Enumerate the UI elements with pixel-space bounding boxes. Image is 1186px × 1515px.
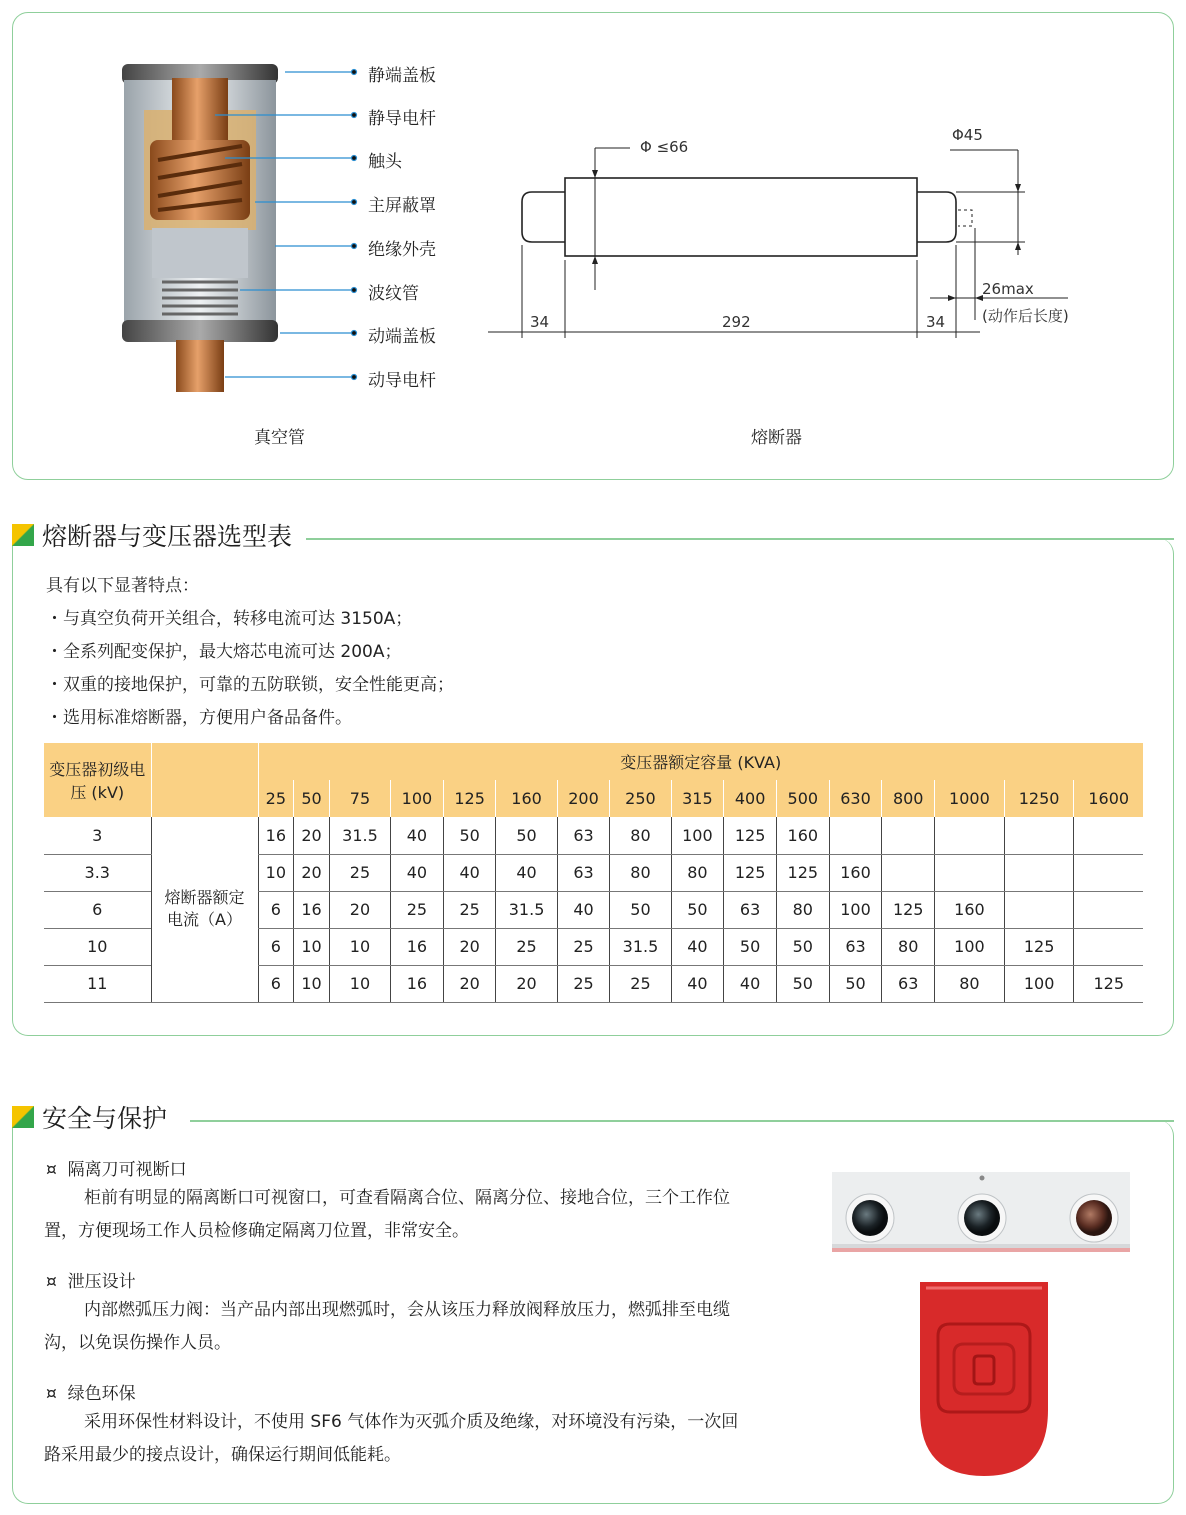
fuse-current-cell: 31.5 — [329, 817, 390, 854]
fuse-current-cell: 63 — [557, 854, 610, 891]
fuse-current-cell: 100 — [1004, 965, 1074, 1002]
capacity-cell: 250 — [610, 780, 671, 817]
fuse-current-cell: 25 — [557, 928, 610, 965]
safety-item-title: 绿色环保 — [67, 1384, 136, 1404]
safety-item-title: 泄压设计 — [67, 1272, 136, 1292]
capacity-cell: 500 — [776, 780, 829, 817]
fuse-current-cell: 20 — [329, 891, 390, 928]
fuse-transformer-selection-table — [44, 743, 1143, 1003]
fuse-current-cell — [882, 817, 935, 854]
selection-section-title: 熔断器与变压器选型表 — [42, 517, 306, 553]
bullet-icon: ¤ — [46, 1384, 57, 1404]
fuse-current-cell: 40 — [671, 965, 724, 1002]
pressure-relief-flap-photo — [918, 1280, 1050, 1480]
fuse-current-cell: 20 — [443, 965, 496, 1002]
voltage-cell: 10 — [44, 928, 151, 965]
fuse-current-cell — [1074, 817, 1143, 854]
bullet-icon: ¤ — [46, 1160, 57, 1180]
fuse-current-cell: 80 — [610, 817, 671, 854]
switchgear-viewing-window-photo — [832, 1172, 1130, 1262]
fuse-current-cell: 125 — [724, 817, 777, 854]
dim-cap-diameter: Φ45 — [952, 126, 983, 144]
feature-item: ・全系列配变保护，最大熔芯电流可达 200A； — [46, 642, 402, 662]
fuse-current-cell: 125 — [882, 891, 935, 928]
feature-item: ・选用标准熔断器，方便用户备品备件。 — [46, 708, 352, 728]
fuse-current-cell: 10 — [258, 854, 294, 891]
capacity-cell: 800 — [882, 780, 935, 817]
fuse-current-cell: 100 — [671, 817, 724, 854]
selection-section-header — [12, 518, 306, 552]
voltage-cell: 3 — [44, 817, 151, 854]
fuse-current-cell: 63 — [882, 965, 935, 1002]
fuse-current-cell: 20 — [294, 854, 330, 891]
fuse-current-cell: 20 — [443, 928, 496, 965]
fuse-current-cell: 160 — [776, 817, 829, 854]
fuse-current-cell: 16 — [294, 891, 330, 928]
fuse-current-cell: 10 — [329, 928, 390, 965]
fuse-current-cell: 6 — [258, 965, 294, 1002]
safety-item-text: 柜前有明显的隔离断口可视窗口，可查看隔离合位、隔离分位、接地合位，三个工作位置，方便现场工作人员检修确定隔离刀位置，非常安全。 — [44, 1188, 730, 1241]
fuse-current-cell: 6 — [258, 891, 294, 928]
voltage-header: 变压器初级电压 (kV) — [44, 743, 151, 817]
fuse-current-cell: 125 — [1074, 965, 1143, 1002]
fuse-current-cell: 25 — [496, 928, 557, 965]
fuse-current-cell — [829, 817, 882, 854]
fuse-current-cell: 100 — [829, 891, 882, 928]
fuse-current-label: 熔断器额定电流（A） — [151, 817, 258, 1002]
fuse-current-cell: 6 — [258, 928, 294, 965]
fuse-current-cell: 25 — [443, 891, 496, 928]
voltage-cell: 11 — [44, 965, 151, 1002]
section-divider — [306, 538, 1174, 540]
fuse-current-cell: 40 — [496, 854, 557, 891]
label-static-end-cover: 静端盖板 — [368, 66, 436, 86]
bullet-icon: ¤ — [46, 1272, 57, 1292]
fuse-current-cell: 125 — [724, 854, 777, 891]
capacity-cell: 125 — [443, 780, 496, 817]
dim-max-travel-note: (动作后长度) — [982, 307, 1069, 325]
dim-right-length: 34 — [926, 313, 946, 331]
safety-item-heading — [46, 1267, 136, 1292]
fuse-current-cell: 50 — [610, 891, 671, 928]
fuse-current-cell — [1074, 891, 1143, 928]
fuse-caption: 熔断器 — [751, 428, 802, 448]
fuse-current-cell: 80 — [776, 891, 829, 928]
safety-item-title: 隔离刀可视断口 — [67, 1160, 187, 1180]
label-static-conductor-rod: 静导电杆 — [368, 109, 436, 129]
fuse-current-cell: 31.5 — [610, 928, 671, 965]
section-marker-icon — [12, 1106, 34, 1128]
safety-item-heading — [46, 1155, 187, 1180]
fuse-current-cell — [935, 854, 1005, 891]
fuse-current-cell — [1004, 854, 1074, 891]
fuse-current-cell: 50 — [443, 817, 496, 854]
capacity-cell: 1000 — [935, 780, 1005, 817]
capacity-cell: 630 — [829, 780, 882, 817]
capacity-header: 变压器额定容量 (KVA) — [258, 743, 1143, 780]
fuse-current-cell: 10 — [294, 928, 330, 965]
fuse-current-cell: 10 — [329, 965, 390, 1002]
vacuum-leader-lines — [0, 0, 400, 400]
safety-section-header — [12, 1100, 181, 1134]
fuse-current-cell: 50 — [776, 928, 829, 965]
fuse-current-cell: 50 — [496, 817, 557, 854]
feature-list — [46, 570, 454, 735]
section-divider — [190, 1120, 1174, 1122]
fuse-current-cell — [882, 854, 935, 891]
label-moving-conductor-rod: 动导电杆 — [368, 371, 436, 391]
fuse-current-cell: 80 — [610, 854, 671, 891]
fuse-current-cell: 40 — [391, 817, 444, 854]
fuse-current-cell — [1074, 854, 1143, 891]
fuse-current-cell: 80 — [882, 928, 935, 965]
fuse-current-cell: 16 — [258, 817, 294, 854]
fuse-current-cell: 50 — [776, 965, 829, 1002]
label-moving-end-cover: 动端盖板 — [368, 327, 436, 347]
fuse-current-cell: 25 — [610, 965, 671, 1002]
fuse-current-cell: 80 — [671, 854, 724, 891]
safety-section-title: 安全与保护 — [42, 1099, 181, 1135]
capacity-cell: 1250 — [1004, 780, 1074, 817]
fuse-current-cell: 100 — [935, 928, 1005, 965]
selection-table-body — [44, 817, 1143, 1002]
dim-body-diameter: Φ ≤66 — [640, 138, 689, 156]
fuse-current-cell: 25 — [391, 891, 444, 928]
fuse-current-cell: 25 — [557, 965, 610, 1002]
capacity-cell: 50 — [294, 780, 330, 817]
voltage-cell: 6 — [44, 891, 151, 928]
dim-max-travel: 26max — [982, 280, 1034, 298]
capacity-cell: 75 — [329, 780, 390, 817]
label-contact: 触头 — [368, 152, 402, 172]
fuse-current-cell: 125 — [1004, 928, 1074, 965]
feature-item: ・双重的接地保护，可靠的五防联锁，安全性能更高； — [46, 675, 454, 695]
fuse-current-cell: 50 — [671, 891, 724, 928]
fuse-current-cell: 20 — [496, 965, 557, 1002]
fuse-current-cell: 50 — [724, 928, 777, 965]
fuse-current-cell: 63 — [557, 817, 610, 854]
blank-header — [151, 743, 258, 817]
capacity-cell: 315 — [671, 780, 724, 817]
feature-item: ・与真空负荷开关组合，转移电流可达 3150A； — [46, 609, 413, 629]
safety-item-text: 内部燃弧压力阀：当产品内部出现燃弧时，会从该压力释放阀释放压力，燃弧排至电缆沟，以免误伤操作人员。 — [44, 1300, 730, 1353]
fuse-current-cell: 160 — [829, 854, 882, 891]
fuse-current-cell — [1074, 928, 1143, 965]
label-bellows: 波纹管 — [368, 284, 419, 304]
fuse-current-cell: 10 — [294, 965, 330, 1002]
fuse-current-cell: 25 — [329, 854, 390, 891]
capacity-cell: 400 — [724, 780, 777, 817]
capacity-cell: 100 — [391, 780, 444, 817]
fuse-current-cell: 125 — [776, 854, 829, 891]
fuse-current-cell: 40 — [443, 854, 496, 891]
fuse-current-cell: 31.5 — [496, 891, 557, 928]
safety-item-heading — [46, 1379, 136, 1404]
label-main-shield: 主屏蔽罩 — [368, 196, 436, 216]
vacuum-caption: 真空管 — [254, 428, 305, 448]
fuse-current-cell: 63 — [724, 891, 777, 928]
fuse-current-cell: 16 — [391, 965, 444, 1002]
fuse-current-cell: 20 — [294, 817, 330, 854]
capacity-cell: 200 — [557, 780, 610, 817]
fuse-current-cell: 40 — [724, 965, 777, 1002]
fuse-current-cell: 16 — [391, 928, 444, 965]
fuse-current-cell: 40 — [671, 928, 724, 965]
fuse-current-cell: 160 — [935, 891, 1005, 928]
label-insulating-shell: 绝缘外壳 — [368, 240, 436, 260]
fuse-current-cell: 80 — [935, 965, 1005, 1002]
capacity-cell: 25 — [258, 780, 294, 817]
dim-left-length: 34 — [530, 313, 550, 331]
safety-item-text: 采用环保性材料设计，不使用 SF6 气体作为灭弧介质及绝缘，对环境没有污染，一次回路采用最少的接点设计，确保运行期间低能耗。 — [44, 1412, 739, 1465]
voltage-cell: 3.3 — [44, 854, 151, 891]
fuse-current-cell: 50 — [829, 965, 882, 1002]
fuse-current-cell — [1004, 891, 1074, 928]
capacity-cell: 160 — [496, 780, 557, 817]
table-row — [44, 817, 1143, 854]
dim-body-length: 292 — [722, 313, 751, 331]
section-marker-icon — [12, 524, 34, 546]
fuse-current-cell — [1004, 817, 1074, 854]
capacity-cell: 1600 — [1074, 780, 1143, 817]
fuse-current-cell: 40 — [391, 854, 444, 891]
feature-intro: 具有以下显著特点： — [46, 576, 199, 596]
fuse-current-cell — [935, 817, 1005, 854]
fuse-current-cell: 63 — [829, 928, 882, 965]
fuse-current-cell: 40 — [557, 891, 610, 928]
